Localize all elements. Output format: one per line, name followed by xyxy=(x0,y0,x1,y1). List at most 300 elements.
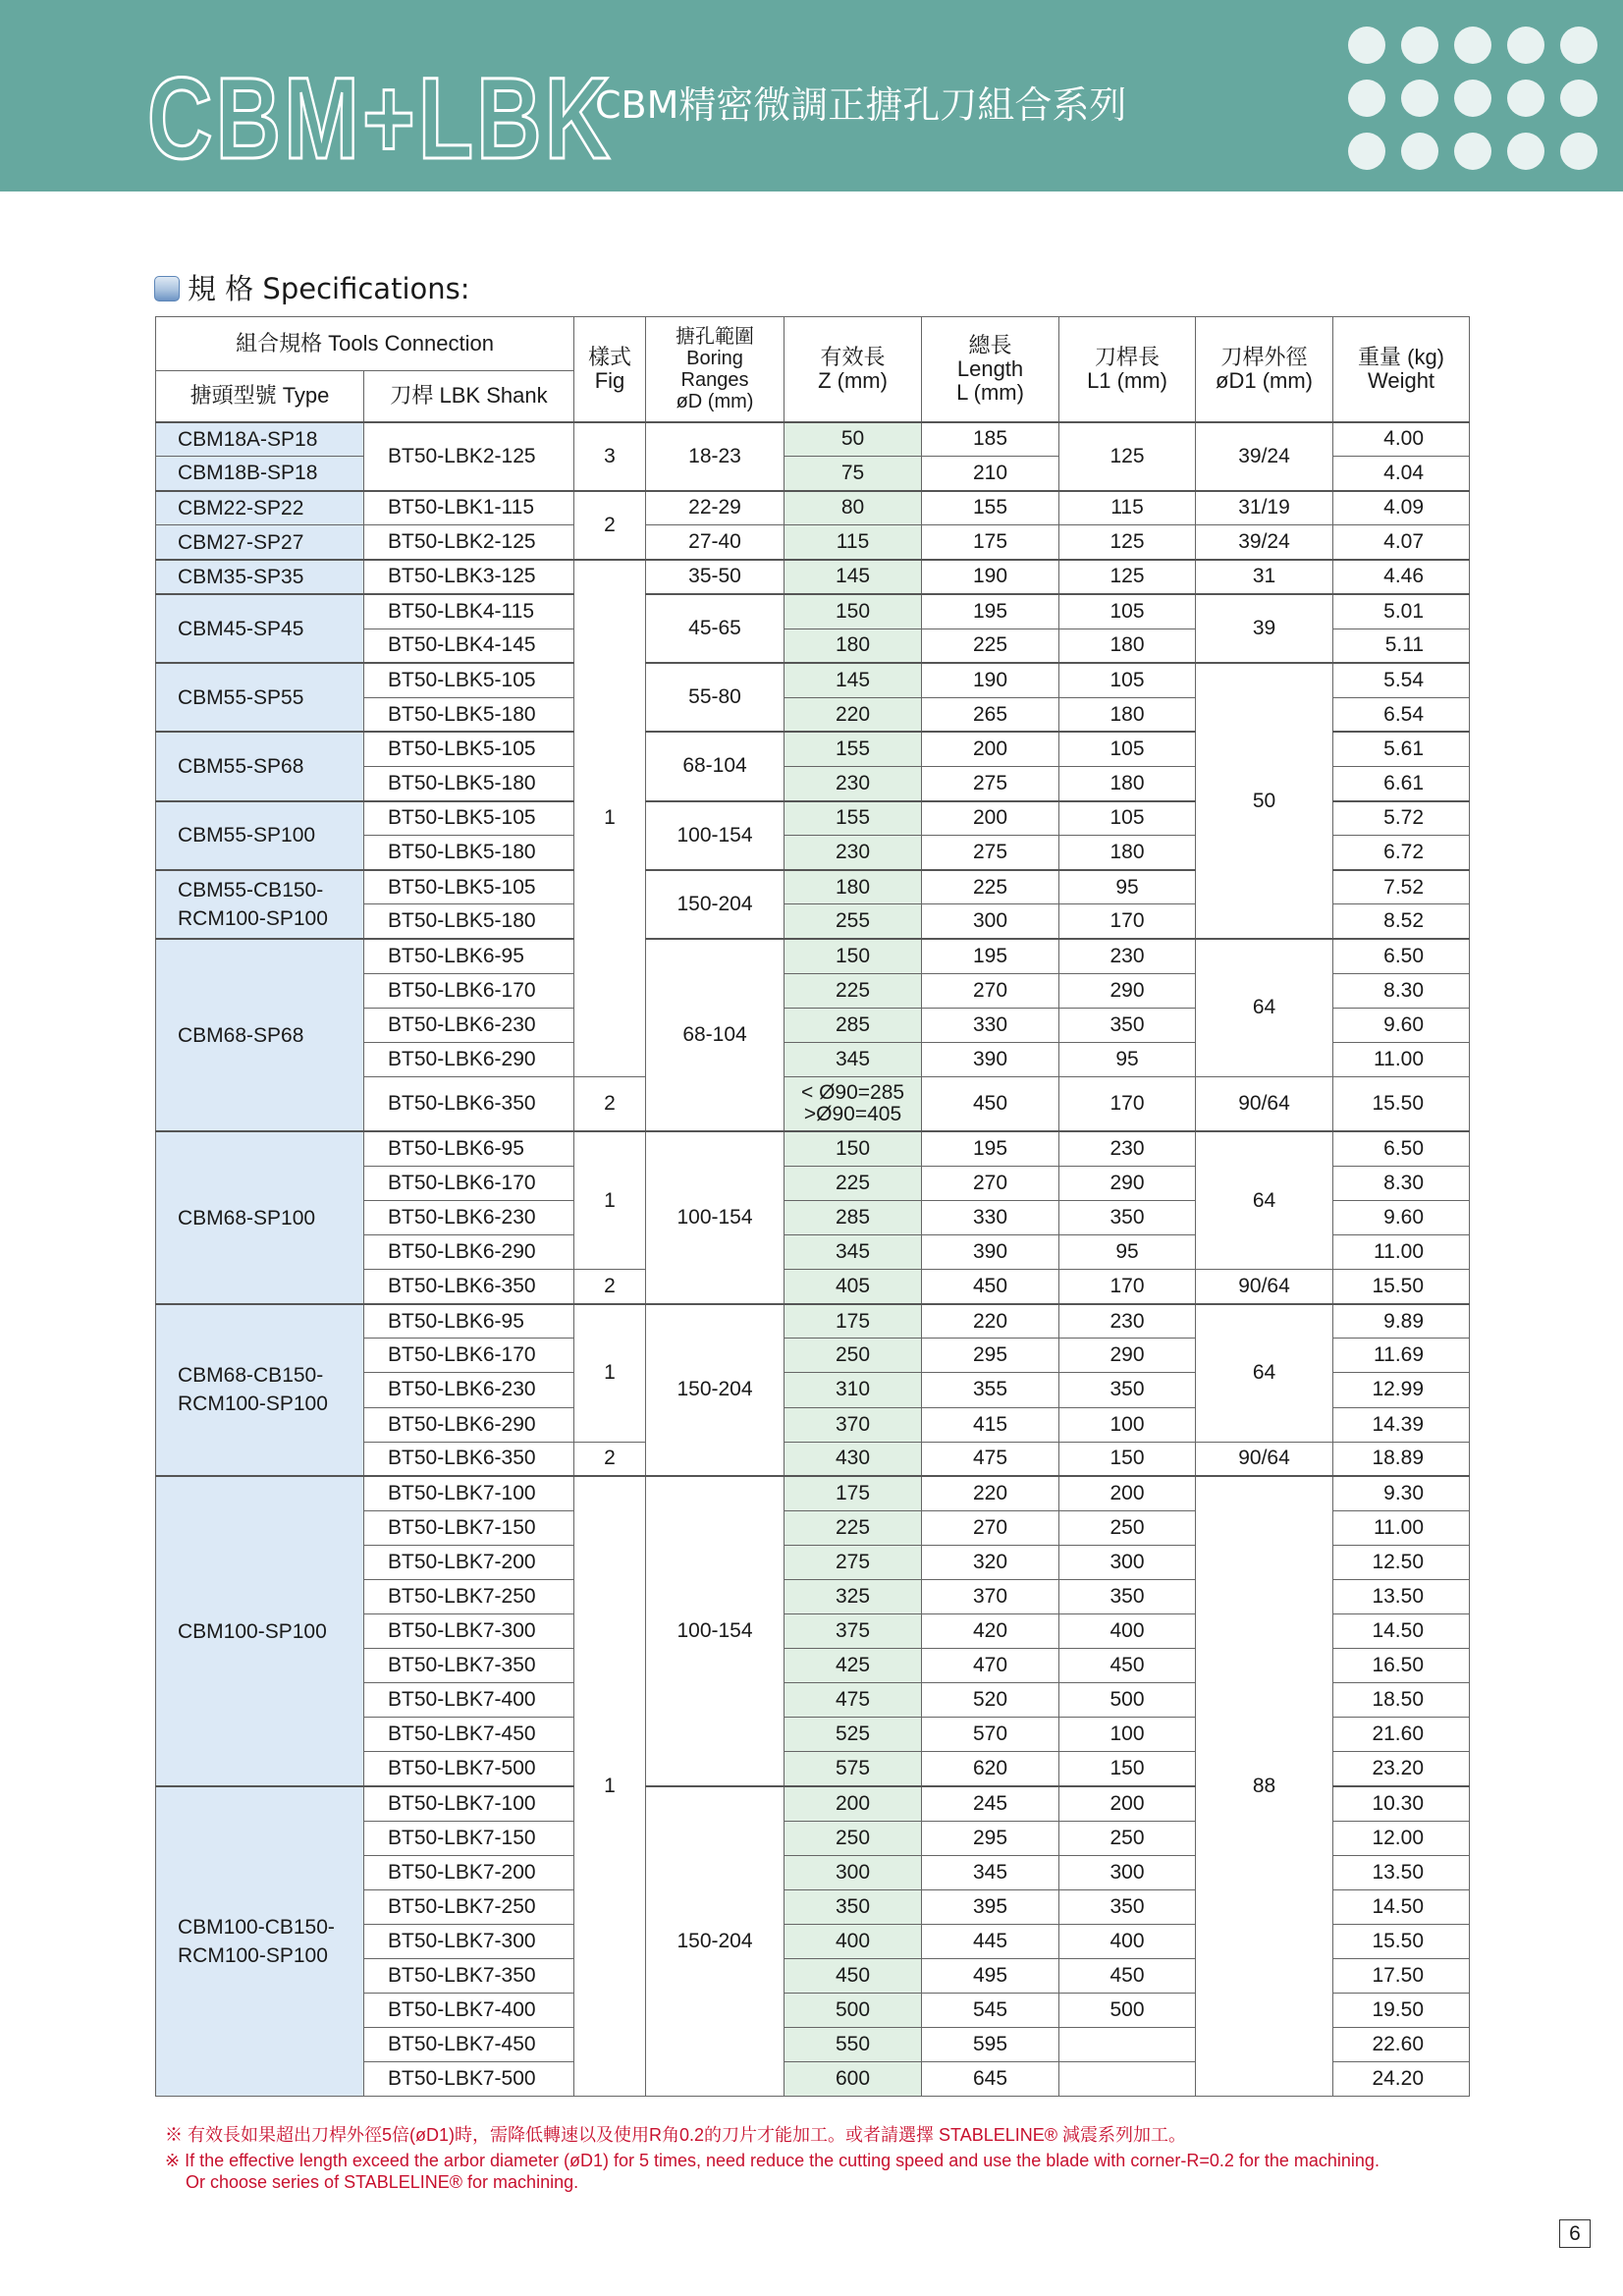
shank-diameter-cell: 90/64 xyxy=(1196,1442,1333,1476)
total-length-cell: 220 xyxy=(922,1304,1059,1339)
effective-length-cell: 145 xyxy=(784,560,922,594)
header-effective-length: 有效長 Z (mm) xyxy=(784,317,922,422)
shank-cell: BT50-LBK6-290 xyxy=(364,1042,574,1076)
table-row xyxy=(156,491,1470,525)
shank-diameter-cell: 90/64 xyxy=(1196,1076,1333,1131)
boring-range-cell: 100-154 xyxy=(646,1476,784,1786)
weight-cell: 6.61 xyxy=(1333,766,1470,800)
weight-cell: 15.50 xyxy=(1333,1270,1470,1304)
boring-range-cell: 68-104 xyxy=(646,939,784,1131)
type-cell: CBM68-SP100 xyxy=(156,1131,364,1303)
boring-range-cell: 150-204 xyxy=(646,1786,784,2097)
effective-length-cell: 155 xyxy=(784,732,922,766)
boring-range-cell: 100-154 xyxy=(646,801,784,870)
total-length-cell: 420 xyxy=(922,1614,1059,1649)
shank-length-cell xyxy=(1059,2028,1196,2062)
shank-cell: BT50-LBK4-115 xyxy=(364,594,574,629)
shank-length-cell: 200 xyxy=(1059,1786,1196,1821)
shank-cell: BT50-LBK7-450 xyxy=(364,2028,574,2062)
shank-cell: BT50-LBK7-350 xyxy=(364,1649,574,1683)
shank-length-cell: 125 xyxy=(1059,560,1196,594)
total-length-cell: 345 xyxy=(922,1855,1059,1889)
total-length-cell: 185 xyxy=(922,422,1059,457)
total-length-cell: 190 xyxy=(922,560,1059,594)
shank-length-cell: 350 xyxy=(1059,1200,1196,1234)
shank-length-cell: 100 xyxy=(1059,1718,1196,1752)
type-cell: CBM55-SP100 xyxy=(156,801,364,870)
effective-length-cell: 405 xyxy=(784,1270,922,1304)
total-length-cell: 220 xyxy=(922,1476,1059,1510)
fig-cell: 2 xyxy=(574,1442,646,1476)
shank-length-cell: 180 xyxy=(1059,766,1196,800)
boring-range-cell: 68-104 xyxy=(646,732,784,800)
shank-cell: BT50-LBK1-115 xyxy=(364,491,574,525)
shank-length-cell: 400 xyxy=(1059,1924,1196,1958)
shank-cell: BT50-LBK7-100 xyxy=(364,1476,574,1510)
weight-cell: 8.30 xyxy=(1333,1166,1470,1200)
weight-cell: 11.69 xyxy=(1333,1339,1470,1373)
header-weight: 重量 (kg) Weight xyxy=(1333,317,1470,422)
shank-cell: BT50-LBK7-300 xyxy=(364,1924,574,1958)
effective-length-cell: 220 xyxy=(784,697,922,732)
shank-cell: BT50-LBK6-170 xyxy=(364,973,574,1008)
effective-length-cell: 180 xyxy=(784,870,922,904)
shank-length-cell: 500 xyxy=(1059,1683,1196,1718)
effective-length-cell: 200 xyxy=(784,1786,922,1821)
shank-cell: BT50-LBK7-250 xyxy=(364,1889,574,1924)
effective-length-cell: 475 xyxy=(784,1683,922,1718)
shank-length-cell: 105 xyxy=(1059,594,1196,629)
weight-cell: 14.50 xyxy=(1333,1889,1470,1924)
shank-cell: BT50-LBK7-400 xyxy=(364,1994,574,2028)
boring-range-cell: 150-204 xyxy=(646,870,784,939)
shank-cell: BT50-LBK5-180 xyxy=(364,904,574,939)
type-cell: CBM100-CB150- RCM100-SP100 xyxy=(156,1786,364,2097)
effective-length-cell: 370 xyxy=(784,1407,922,1442)
shank-cell: BT50-LBK7-150 xyxy=(364,1821,574,1855)
shank-cell: BT50-LBK3-125 xyxy=(364,560,574,594)
weight-cell: 11.00 xyxy=(1333,1235,1470,1270)
shank-length-cell: 230 xyxy=(1059,939,1196,973)
fig-cell: 1 xyxy=(574,1476,646,2097)
shank-length-cell: 180 xyxy=(1059,836,1196,870)
shank-length-cell: 450 xyxy=(1059,1959,1196,1994)
shank-diameter-cell: 90/64 xyxy=(1196,1270,1333,1304)
shank-length-cell: 250 xyxy=(1059,1821,1196,1855)
specifications-table xyxy=(155,316,1470,2097)
section-title: 規 格 Specifications: xyxy=(154,267,470,307)
type-cell: CBM27-SP27 xyxy=(156,525,364,560)
effective-length-cell: 145 xyxy=(784,663,922,697)
effective-length-cell: 400 xyxy=(784,1924,922,1958)
shank-length-cell: 105 xyxy=(1059,732,1196,766)
weight-cell: 9.60 xyxy=(1333,1008,1470,1042)
total-length-cell: 320 xyxy=(922,1545,1059,1579)
type-cell: CBM18B-SP18 xyxy=(156,457,364,491)
total-length-cell: 190 xyxy=(922,663,1059,697)
total-length-cell: 495 xyxy=(922,1959,1059,1994)
header-shank-length: 刀桿長 L1 (mm) xyxy=(1059,317,1196,422)
total-length-cell: 450 xyxy=(922,1076,1059,1131)
type-cell: CBM55-SP55 xyxy=(156,663,364,732)
shank-length-cell: 200 xyxy=(1059,1476,1196,1510)
shank-cell: BT50-LBK7-350 xyxy=(364,1959,574,1994)
weight-cell: 4.46 xyxy=(1333,560,1470,594)
shank-cell: BT50-LBK7-500 xyxy=(364,2062,574,2097)
type-cell: CBM35-SP35 xyxy=(156,560,364,594)
weight-cell: 9.89 xyxy=(1333,1304,1470,1339)
shank-length-cell: 300 xyxy=(1059,1855,1196,1889)
total-length-cell: 450 xyxy=(922,1270,1059,1304)
shank-cell: BT50-LBK6-170 xyxy=(364,1166,574,1200)
boring-range-cell: 45-65 xyxy=(646,594,784,663)
weight-cell: 14.39 xyxy=(1333,1407,1470,1442)
total-length-cell: 370 xyxy=(922,1580,1059,1614)
type-cell: CBM22-SP22 xyxy=(156,491,364,525)
shank-length-cell: 300 xyxy=(1059,1545,1196,1579)
weight-cell: 11.00 xyxy=(1333,1042,1470,1076)
header-boring-range: 搪孔範圍 Boring Ranges øD (mm) xyxy=(646,317,784,422)
effective-length-cell: 150 xyxy=(784,594,922,629)
effective-length-cell: 175 xyxy=(784,1304,922,1339)
shank-cell: BT50-LBK7-450 xyxy=(364,1718,574,1752)
shank-diameter-cell: 64 xyxy=(1196,1304,1333,1442)
weight-cell: 6.54 xyxy=(1333,697,1470,732)
shank-length-cell: 290 xyxy=(1059,1166,1196,1200)
effective-length-cell: 550 xyxy=(784,2028,922,2062)
logo: CBM+LBK xyxy=(147,54,614,184)
header-banner xyxy=(0,0,1623,191)
shank-length-cell: 95 xyxy=(1059,1042,1196,1076)
effective-length-cell: 225 xyxy=(784,1166,922,1200)
table-row xyxy=(156,1304,1470,1339)
shank-length-cell: 230 xyxy=(1059,1304,1196,1339)
table-row xyxy=(156,525,1470,560)
boring-range-cell: 100-154 xyxy=(646,1131,784,1303)
table-row xyxy=(156,663,1470,697)
total-length-cell: 195 xyxy=(922,939,1059,973)
fig-cell: 3 xyxy=(574,422,646,491)
total-length-cell: 275 xyxy=(922,836,1059,870)
type-cell: CBM68-SP68 xyxy=(156,939,364,1131)
effective-length-cell: 345 xyxy=(784,1235,922,1270)
total-length-cell: 330 xyxy=(922,1008,1059,1042)
weight-cell: 4.09 xyxy=(1333,491,1470,525)
page-number: 6 xyxy=(1559,2219,1591,2248)
total-length-cell: 300 xyxy=(922,904,1059,939)
shank-cell: BT50-LBK5-105 xyxy=(364,870,574,904)
shank-cell: BT50-LBK6-230 xyxy=(364,1200,574,1234)
shank-length-cell: 450 xyxy=(1059,1649,1196,1683)
shank-length-cell: 230 xyxy=(1059,1131,1196,1166)
weight-cell: 22.60 xyxy=(1333,2028,1470,2062)
total-length-cell: 295 xyxy=(922,1821,1059,1855)
effective-length-cell: 50 xyxy=(784,422,922,457)
shank-cell: BT50-LBK6-290 xyxy=(364,1235,574,1270)
shank-length-cell: 125 xyxy=(1059,422,1196,491)
shank-diameter-cell: 50 xyxy=(1196,663,1333,939)
shank-length-cell: 290 xyxy=(1059,973,1196,1008)
effective-length-cell: 600 xyxy=(784,2062,922,2097)
weight-cell: 16.50 xyxy=(1333,1649,1470,1683)
shank-length-cell: 150 xyxy=(1059,1752,1196,1786)
weight-cell: 7.52 xyxy=(1333,870,1470,904)
shank-length-cell: 115 xyxy=(1059,491,1196,525)
weight-cell: 18.89 xyxy=(1333,1442,1470,1476)
total-length-cell: 445 xyxy=(922,1924,1059,1958)
boring-range-cell: 22-29 xyxy=(646,491,784,525)
fig-cell: 1 xyxy=(574,560,646,1076)
weight-cell: 5.01 xyxy=(1333,594,1470,629)
shank-diameter-cell: 64 xyxy=(1196,939,1333,1076)
effective-length-cell: 325 xyxy=(784,1580,922,1614)
shank-cell: BT50-LBK6-350 xyxy=(364,1270,574,1304)
shank-length-cell: 290 xyxy=(1059,1339,1196,1373)
weight-cell: 4.04 xyxy=(1333,457,1470,491)
effective-length-cell: 175 xyxy=(784,1476,922,1510)
type-cell: CBM45-SP45 xyxy=(156,594,364,663)
header-tools-connection: 組合規格 Tools Connection xyxy=(156,317,574,371)
weight-cell: 15.50 xyxy=(1333,1076,1470,1131)
total-length-cell: 390 xyxy=(922,1042,1059,1076)
header-shank: 刀桿 LBK Shank xyxy=(364,371,574,422)
weight-cell: 12.50 xyxy=(1333,1545,1470,1579)
total-length-cell: 200 xyxy=(922,732,1059,766)
weight-cell: 21.60 xyxy=(1333,1718,1470,1752)
shank-length-cell: 105 xyxy=(1059,801,1196,836)
effective-length-cell: 275 xyxy=(784,1545,922,1579)
shank-length-cell: 105 xyxy=(1059,663,1196,697)
total-length-cell: 390 xyxy=(922,1235,1059,1270)
shank-cell: BT50-LBK6-95 xyxy=(364,1304,574,1339)
effective-length-cell: 80 xyxy=(784,491,922,525)
shank-cell: BT50-LBK6-95 xyxy=(364,939,574,973)
total-length-cell: 355 xyxy=(922,1373,1059,1407)
shank-cell: BT50-LBK5-180 xyxy=(364,836,574,870)
effective-length-cell: 155 xyxy=(784,801,922,836)
boring-range-cell: 150-204 xyxy=(646,1304,784,1476)
shank-diameter-cell: 39 xyxy=(1196,594,1333,663)
total-length-cell: 570 xyxy=(922,1718,1059,1752)
effective-length-cell: 500 xyxy=(784,1994,922,2028)
note-english-cont: Or choose series of STABLELINE® for machining. xyxy=(186,2172,579,2192)
shank-diameter-cell: 31/19 xyxy=(1196,491,1333,525)
total-length-cell: 470 xyxy=(922,1649,1059,1683)
fig-cell: 1 xyxy=(574,1304,646,1442)
shank-cell: BT50-LBK7-250 xyxy=(364,1580,574,1614)
total-length-cell: 620 xyxy=(922,1752,1059,1786)
effective-length-cell: 425 xyxy=(784,1649,922,1683)
shank-cell: BT50-LBK7-500 xyxy=(364,1752,574,1786)
boring-range-cell: 27-40 xyxy=(646,525,784,560)
fig-cell: 2 xyxy=(574,1270,646,1304)
section-bullet-icon xyxy=(154,276,180,301)
effective-length-cell: 575 xyxy=(784,1752,922,1786)
total-length-cell: 200 xyxy=(922,801,1059,836)
shank-cell: BT50-LBK6-290 xyxy=(364,1407,574,1442)
total-length-cell: 415 xyxy=(922,1407,1059,1442)
note-english: ※ If the effective length exceed the arbor diameter (øD1) for 5 times, need reduce the cutting speed and use the blade with corner-R=0.2 for the machining. xyxy=(165,2151,1380,2170)
effective-length-cell: 430 xyxy=(784,1442,922,1476)
total-length-cell: 225 xyxy=(922,629,1059,663)
weight-cell: 23.20 xyxy=(1333,1752,1470,1786)
effective-length-cell: 115 xyxy=(784,525,922,560)
weight-cell: 6.50 xyxy=(1333,1131,1470,1166)
shank-length-cell: 250 xyxy=(1059,1510,1196,1545)
page-title: CBM精密微調正搪孔刀組合系列 xyxy=(595,83,1127,127)
total-length-cell: 195 xyxy=(922,594,1059,629)
effective-length-cell: 375 xyxy=(784,1614,922,1649)
shank-length-cell: 170 xyxy=(1059,1270,1196,1304)
header-type: 搪頭型號 Type xyxy=(156,371,364,422)
shank-cell: BT50-LBK7-400 xyxy=(364,1683,574,1718)
boring-range-cell: 55-80 xyxy=(646,663,784,732)
shank-cell: BT50-LBK5-105 xyxy=(364,663,574,697)
weight-cell: 19.50 xyxy=(1333,1994,1470,2028)
total-length-cell: 275 xyxy=(922,766,1059,800)
total-length-cell: 195 xyxy=(922,1131,1059,1166)
shank-length-cell: 350 xyxy=(1059,1373,1196,1407)
shank-length-cell: 400 xyxy=(1059,1614,1196,1649)
fig-cell: 1 xyxy=(574,1131,646,1269)
total-length-cell: 270 xyxy=(922,973,1059,1008)
shank-cell: BT50-LBK5-180 xyxy=(364,766,574,800)
table-body xyxy=(156,422,1470,2097)
weight-cell: 4.07 xyxy=(1333,525,1470,560)
weight-cell: 8.52 xyxy=(1333,904,1470,939)
weight-cell: 5.61 xyxy=(1333,732,1470,766)
fig-cell: 2 xyxy=(574,1076,646,1131)
total-length-cell: 545 xyxy=(922,1994,1059,2028)
table-row xyxy=(156,1131,1470,1166)
shank-cell: BT50-LBK6-95 xyxy=(364,1131,574,1166)
shank-length-cell: 180 xyxy=(1059,629,1196,663)
total-length-cell: 595 xyxy=(922,2028,1059,2062)
weight-cell: 4.00 xyxy=(1333,422,1470,457)
shank-diameter-cell: 39/24 xyxy=(1196,422,1333,491)
total-length-cell: 645 xyxy=(922,2062,1059,2097)
effective-length-cell: 250 xyxy=(784,1339,922,1373)
shank-length-cell: 350 xyxy=(1059,1580,1196,1614)
dot-pattern xyxy=(1348,27,1603,174)
total-length-cell: 295 xyxy=(922,1339,1059,1373)
effective-length-cell: 250 xyxy=(784,1821,922,1855)
shank-length-cell: 150 xyxy=(1059,1442,1196,1476)
weight-cell: 5.11 xyxy=(1333,629,1470,663)
shank-length-cell: 350 xyxy=(1059,1008,1196,1042)
weight-cell: 5.54 xyxy=(1333,663,1470,697)
shank-cell: BT50-LBK6-350 xyxy=(364,1442,574,1476)
shank-length-cell: 100 xyxy=(1059,1407,1196,1442)
table-row xyxy=(156,939,1470,973)
weight-cell: 9.60 xyxy=(1333,1200,1470,1234)
shank-diameter-cell: 39/24 xyxy=(1196,525,1333,560)
weight-cell: 9.30 xyxy=(1333,1476,1470,1510)
effective-length-cell: 230 xyxy=(784,836,922,870)
shank-cell: BT50-LBK6-170 xyxy=(364,1339,574,1373)
shank-length-cell: 500 xyxy=(1059,1994,1196,2028)
weight-cell: 6.50 xyxy=(1333,939,1470,973)
shank-diameter-cell: 88 xyxy=(1196,1476,1333,2097)
footnotes xyxy=(165,2124,1559,2193)
shank-cell: BT50-LBK7-300 xyxy=(364,1614,574,1649)
header-fig: 樣式 Fig xyxy=(574,317,646,422)
total-length-cell: 175 xyxy=(922,525,1059,560)
weight-cell: 6.72 xyxy=(1333,836,1470,870)
shank-cell: BT50-LBK7-200 xyxy=(364,1855,574,1889)
effective-length-cell: 225 xyxy=(784,1510,922,1545)
effective-length-cell: 150 xyxy=(784,939,922,973)
effective-length-cell: 180 xyxy=(784,629,922,663)
weight-cell: 17.50 xyxy=(1333,1959,1470,1994)
shank-diameter-cell: 64 xyxy=(1196,1131,1333,1269)
effective-length-cell: < Ø90=285 >Ø90=405 xyxy=(784,1076,922,1131)
type-cell: CBM18A-SP18 xyxy=(156,422,364,457)
total-length-cell: 210 xyxy=(922,457,1059,491)
weight-cell: 18.50 xyxy=(1333,1683,1470,1718)
shank-length-cell: 180 xyxy=(1059,697,1196,732)
shank-cell: BT50-LBK7-100 xyxy=(364,1786,574,1821)
shank-cell: BT50-LBK2-125 xyxy=(364,525,574,560)
total-length-cell: 270 xyxy=(922,1510,1059,1545)
weight-cell: 15.50 xyxy=(1333,1924,1470,1958)
weight-cell: 10.30 xyxy=(1333,1786,1470,1821)
shank-length-cell: 95 xyxy=(1059,1235,1196,1270)
total-length-cell: 155 xyxy=(922,491,1059,525)
weight-cell: 13.50 xyxy=(1333,1580,1470,1614)
shank-length-cell: 170 xyxy=(1059,1076,1196,1131)
effective-length-cell: 350 xyxy=(784,1889,922,1924)
shank-cell: BT50-LBK4-145 xyxy=(364,629,574,663)
shank-length-cell: 170 xyxy=(1059,904,1196,939)
weight-cell: 5.72 xyxy=(1333,801,1470,836)
shank-cell: BT50-LBK6-350 xyxy=(364,1076,574,1131)
shank-cell: BT50-LBK2-125 xyxy=(364,422,574,491)
effective-length-cell: 230 xyxy=(784,766,922,800)
shank-cell: BT50-LBK5-105 xyxy=(364,801,574,836)
weight-cell: 11.00 xyxy=(1333,1510,1470,1545)
shank-length-cell: 95 xyxy=(1059,870,1196,904)
weight-cell: 12.99 xyxy=(1333,1373,1470,1407)
effective-length-cell: 150 xyxy=(784,1131,922,1166)
note-chinese: ※ 有效長如果超出刀桿外徑5倍(øD1)時，需降低轉速以及使用R角0.2的刀片才能加工。或者請選擇 STABLELINE® 減震系列加工。 xyxy=(165,2125,1186,2145)
header-shank-diameter: 刀桿外徑 øD1 (mm) xyxy=(1196,317,1333,422)
weight-cell: 13.50 xyxy=(1333,1855,1470,1889)
effective-length-cell: 285 xyxy=(784,1008,922,1042)
effective-length-cell: 75 xyxy=(784,457,922,491)
effective-length-cell: 255 xyxy=(784,904,922,939)
total-length-cell: 520 xyxy=(922,1683,1059,1718)
weight-cell: 8.30 xyxy=(1333,973,1470,1008)
weight-cell: 24.20 xyxy=(1333,2062,1470,2097)
weight-cell: 12.00 xyxy=(1333,1821,1470,1855)
type-cell: CBM68-CB150- RCM100-SP100 xyxy=(156,1304,364,1476)
weight-cell: 14.50 xyxy=(1333,1614,1470,1649)
total-length-cell: 395 xyxy=(922,1889,1059,1924)
total-length-cell: 475 xyxy=(922,1442,1059,1476)
type-cell: CBM55-SP68 xyxy=(156,732,364,800)
table-row xyxy=(156,560,1470,594)
boring-range-cell: 18-23 xyxy=(646,422,784,491)
effective-length-cell: 225 xyxy=(784,973,922,1008)
total-length-cell: 330 xyxy=(922,1200,1059,1234)
header-total-length: 總長 Length L (mm) xyxy=(922,317,1059,422)
effective-length-cell: 345 xyxy=(784,1042,922,1076)
total-length-cell: 265 xyxy=(922,697,1059,732)
shank-cell: BT50-LBK5-180 xyxy=(364,697,574,732)
total-length-cell: 225 xyxy=(922,870,1059,904)
shank-length-cell xyxy=(1059,2062,1196,2097)
